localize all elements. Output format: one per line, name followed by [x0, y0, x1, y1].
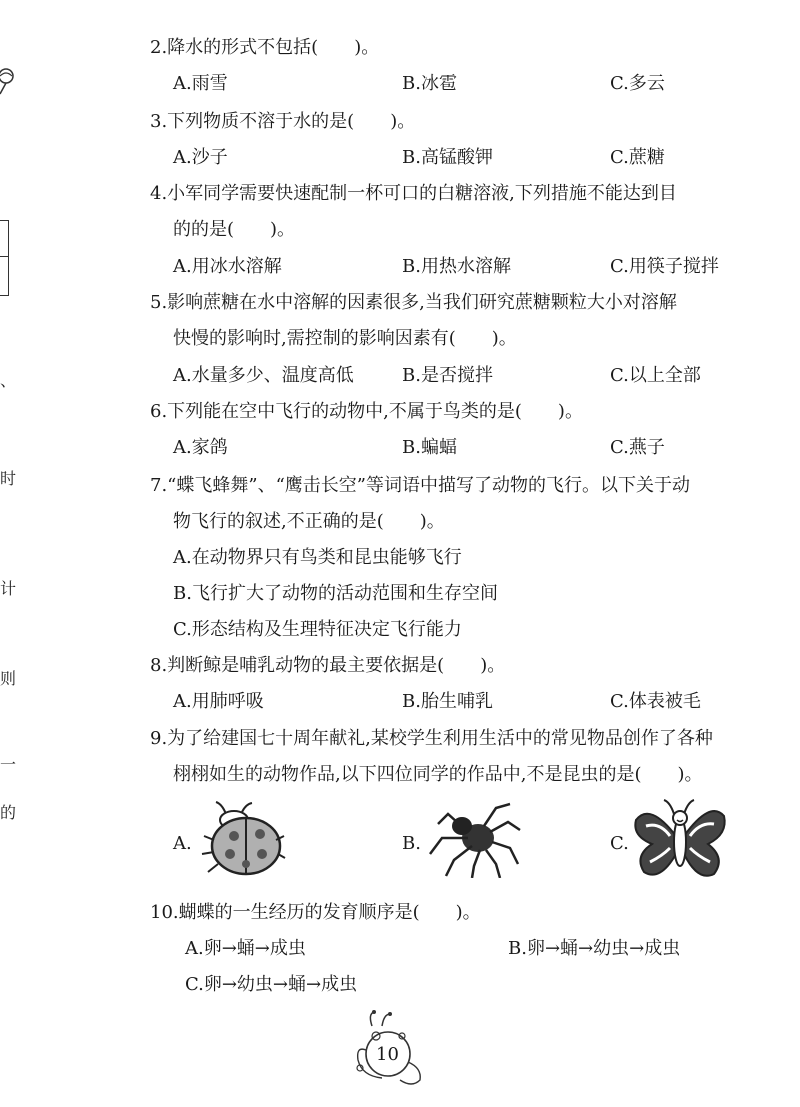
question-10-stem: 10.蝴蝶的一生经历的发育顺序是( )。: [150, 902, 481, 923]
page-number-badge: [338, 1010, 438, 1090]
q9-option-a: A.: [173, 833, 192, 854]
q8-option-c: C.体表被毛: [610, 691, 701, 712]
edge-box: [0, 220, 9, 296]
question-5-stem-cont: 快慢的影响时,需控制的影响因素有( )。: [173, 328, 517, 349]
edge-glyph: 时: [0, 469, 17, 488]
question-9-stem-cont: 栩栩如生的动物作品,以下四位同学的作品中,不是昆虫的是( )。: [173, 764, 703, 785]
q10-option-b: B.卵→蛹→幼虫→成虫: [508, 938, 681, 959]
edge-glyph: 则: [0, 669, 17, 688]
q3-option-a: A.沙子: [173, 147, 228, 168]
q2-option-c: C.多云: [610, 73, 665, 94]
q9-option-c: C.: [610, 833, 629, 854]
question-8-stem: 8.判断鲸是哺乳动物的最主要依据是( )。: [150, 655, 506, 676]
q10-option-a: A.卵→蛹→成虫: [185, 938, 306, 959]
q7-option-a: A.在动物界只有鸟类和昆虫能够飞行: [173, 547, 462, 568]
q4-option-a: A.用冰水溶解: [173, 256, 282, 277]
edge-glyph: 的: [0, 803, 17, 822]
question-9-stem: 9.为了给建国七十周年献礼,某校学生利用生活中的常见物品创作了各种: [150, 728, 713, 749]
q3-option-c: C.蔗糖: [610, 147, 665, 168]
q3-option-b: B.高锰酸钾: [402, 147, 493, 168]
q7-option-c: C.形态结构及生理特征决定飞行能力: [173, 619, 462, 640]
q8-option-b: B.胎生哺乳: [402, 691, 493, 712]
q6-option-b: B.蝙蝠: [402, 437, 457, 458]
q2-option-a: A.雨雪: [173, 73, 228, 94]
question-6-stem: 6.下列能在空中飞行的动物中,不属于鸟类的是( )。: [150, 401, 583, 422]
q5-option-a: A.水量多少、温度高低: [173, 365, 354, 386]
q8-option-a: A.用肺呼吸: [173, 691, 264, 712]
question-4-stem-cont: 的的是( )。: [173, 219, 296, 240]
edge-glyph: 一: [0, 755, 17, 774]
question-7-stem-cont: 物飞行的叙述,不正确的是( )。: [173, 511, 445, 532]
q6-option-c: C.燕子: [610, 437, 665, 458]
question-4-stem: 4.小军同学需要快速配制一杯可口的白糖溶液,下列措施不能达到目: [150, 183, 677, 204]
q4-option-c: C.用筷子搅拌: [610, 256, 719, 277]
q4-option-b: B.用热水溶解: [402, 256, 511, 277]
edge-glyph: 计: [0, 579, 17, 598]
question-7-stem: 7.“蝶飞蜂舞”、“鹰击长空”等词语中描写了动物的飞行。以下关于动: [150, 475, 690, 496]
edge-doodle-icon: [0, 66, 18, 96]
edge-box-divider: [0, 256, 8, 257]
q7-option-b: B.飞行扩大了动物的活动范围和生存空间: [173, 583, 498, 604]
question-3-stem: 3.下列物质不溶于水的是( )。: [150, 111, 416, 132]
question-5-stem: 5.影响蔗糖在水中溶解的因素很多,当我们研究蔗糖颗粒大小对溶解: [150, 292, 677, 313]
question-2-stem: 2.降水的形式不包括( )。: [150, 37, 380, 58]
spider-icon: [424, 794, 524, 878]
page-number: 10: [376, 1044, 399, 1065]
q2-option-b: B.冰雹: [402, 73, 457, 94]
edge-glyph: 、: [0, 371, 17, 390]
q10-option-c: C.卵→幼虫→蛹→成虫: [185, 974, 358, 995]
q5-option-c: C.以上全部: [610, 365, 701, 386]
ladybug-icon: [196, 800, 286, 878]
q9-option-b: B.: [402, 833, 421, 854]
q5-option-b: B.是否搅拌: [402, 365, 493, 386]
butterfly-icon: [630, 796, 730, 884]
q6-option-a: A.家鸽: [173, 437, 228, 458]
